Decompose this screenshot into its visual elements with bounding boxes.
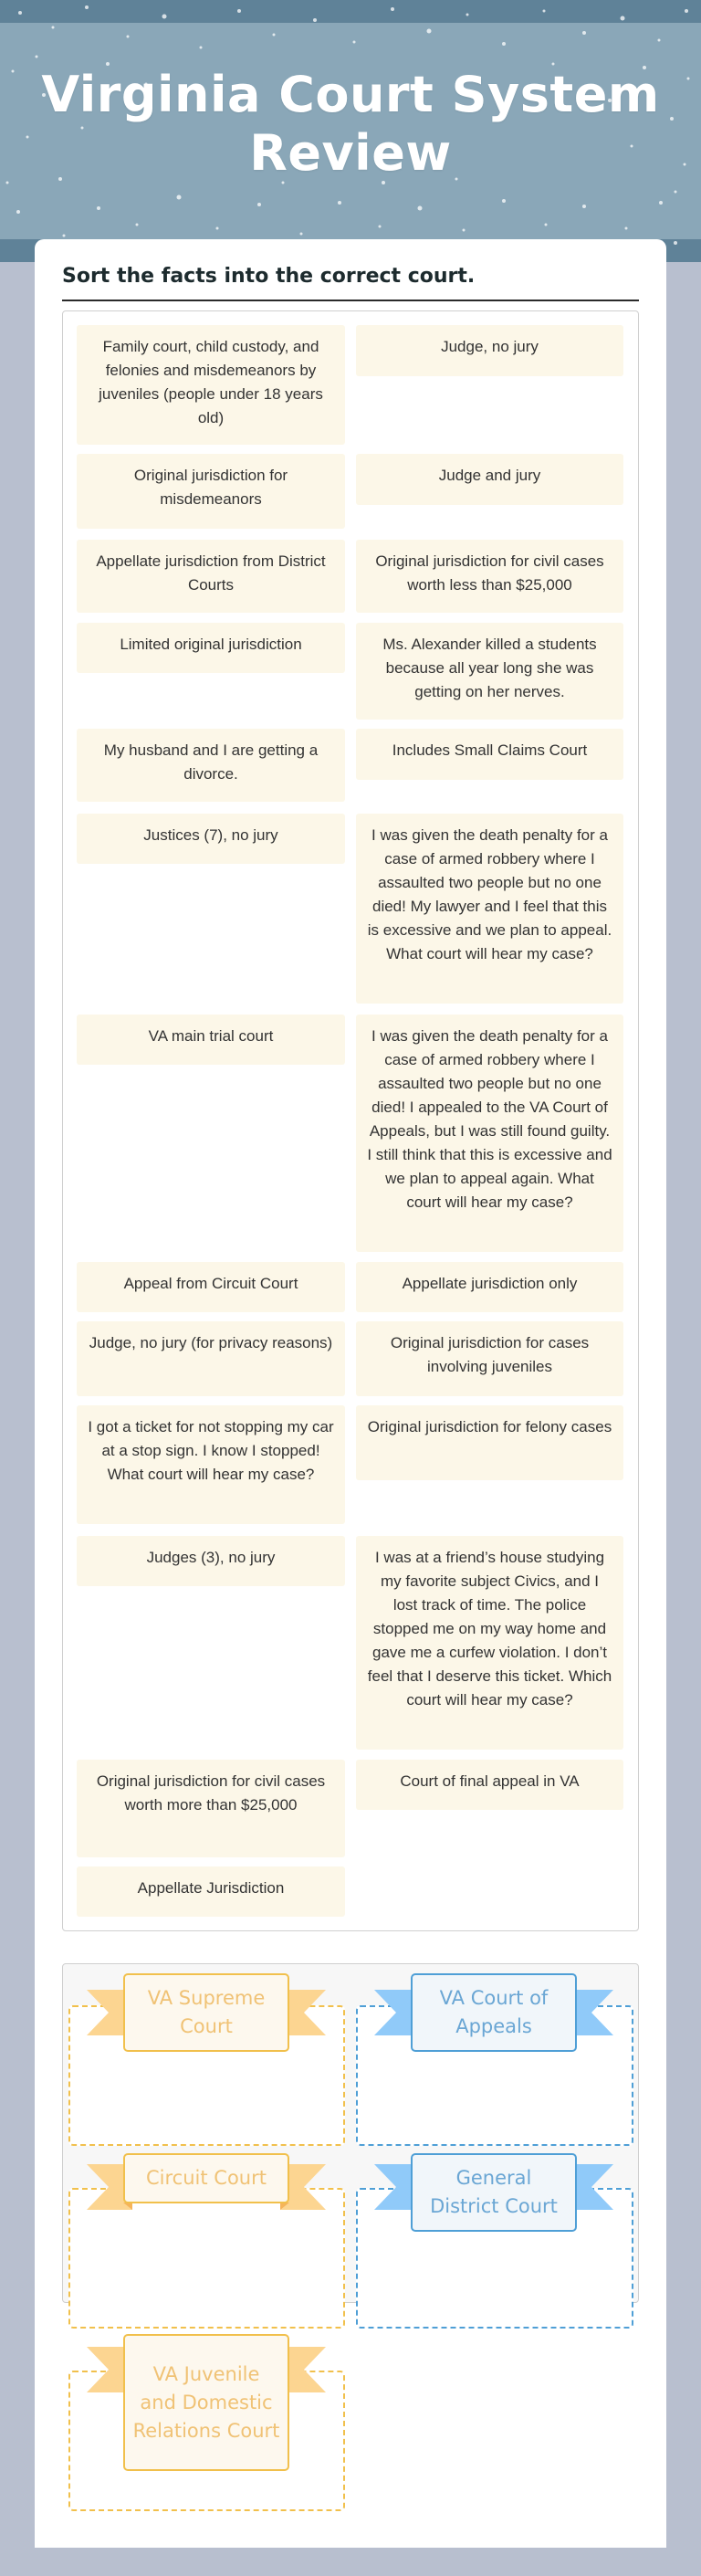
sortable-item[interactable]: I was at a friend’s house studying my favorite subject Civics, and I lost track of time. The police stopped me on my way home and gave me a curfew violation. I don’t feel that I deserve this ticket. Which court will hear my case? xyxy=(356,1536,623,1750)
sortable-item[interactable]: Judge, no jury (for privacy reasons) xyxy=(77,1321,345,1396)
sortable-item[interactable]: Original jurisdiction for civil cases worth more than $25,000 xyxy=(77,1760,345,1857)
sortable-item[interactable]: Appellate jurisdiction only xyxy=(356,1262,623,1312)
sortable-item[interactable]: Original jurisdiction for felony cases xyxy=(356,1405,623,1480)
sortable-item[interactable]: My husband and I are getting a divorce. xyxy=(77,729,345,802)
sortable-item[interactable]: Family court, child custody, and felonies and misdemeanors by juveniles (people under 18 years old) xyxy=(77,325,345,445)
sortable-item[interactable]: I got a ticket for not stopping my car at a stop sign. I know I stopped! What court will hear my case? xyxy=(77,1405,345,1524)
sortable-item[interactable]: Original jurisdiction for civil cases worth less than $25,000 xyxy=(356,540,623,613)
sortable-item[interactable]: Judges (3), no jury xyxy=(77,1536,345,1586)
sortable-item[interactable]: Judge, no jury xyxy=(356,325,623,376)
sortable-item[interactable]: Judge and jury xyxy=(356,454,623,505)
sortable-item[interactable]: Includes Small Claims Court xyxy=(356,729,623,780)
sortable-item[interactable]: Court of final appeal in VA xyxy=(356,1760,623,1810)
activity-instructions: Sort the facts into the correct court. xyxy=(62,265,476,288)
sortable-item[interactable]: Appellate jurisdiction from District Courts xyxy=(77,540,345,613)
sortable-item[interactable]: Appeal from Circuit Court xyxy=(77,1262,345,1312)
ribbon-va-court-of-appeals xyxy=(374,1973,613,2052)
ribbon-general-district-court xyxy=(374,2153,613,2232)
ribbon-va-supreme-court xyxy=(87,1973,326,2052)
sortable-item[interactable]: VA main trial court xyxy=(77,1015,345,1065)
activity-card xyxy=(35,239,666,2548)
sortable-item[interactable]: Justices (7), no jury xyxy=(77,814,345,864)
drop-zones-panel xyxy=(62,1963,639,2442)
page-title: Virginia Court System Review xyxy=(41,66,660,182)
sortable-item[interactable]: Appellate Jurisdiction xyxy=(77,1866,345,1917)
sortable-item[interactable]: Limited original jurisdiction xyxy=(77,623,345,673)
ribbon-circuit-court xyxy=(87,2153,326,2226)
sortable-item[interactable]: Original jurisdiction for misdemeanors xyxy=(77,454,345,529)
sortable-item[interactable]: I was given the death penalty for a case of armed robbery where I assaulted two people but no one died! My lawyer and I feel that this is excessive and we plan to appeal. What court will hear my case? xyxy=(356,814,623,1004)
category-label: VA Supreme Court xyxy=(123,1973,289,2052)
items-bank xyxy=(62,310,639,1931)
ribbon-va-juvenile-domestic-relations-court xyxy=(87,2334,326,2471)
header-banner xyxy=(0,0,701,262)
sortable-item[interactable]: Original jurisdiction for cases involving juveniles xyxy=(356,1321,623,1396)
category-label: VA Court of Appeals xyxy=(411,1973,577,2052)
category-label: Circuit Court xyxy=(123,2153,289,2203)
sortable-item[interactable]: I was given the death penalty for a case of armed robbery where I assaulted two people but no one died! I appealed to the VA Court of Appeals, but I was still found guilty. I still think that this is excessive and we plan to appeal again. What court will hear my case? xyxy=(356,1015,623,1252)
instructions-divider xyxy=(62,300,639,301)
category-label: VA Juvenile and Domestic Relations Court xyxy=(123,2334,289,2471)
category-label: General District Court xyxy=(411,2153,577,2232)
sortable-item[interactable]: Ms. Alexander killed a students because all year long she was getting on her nerves. xyxy=(356,623,623,720)
